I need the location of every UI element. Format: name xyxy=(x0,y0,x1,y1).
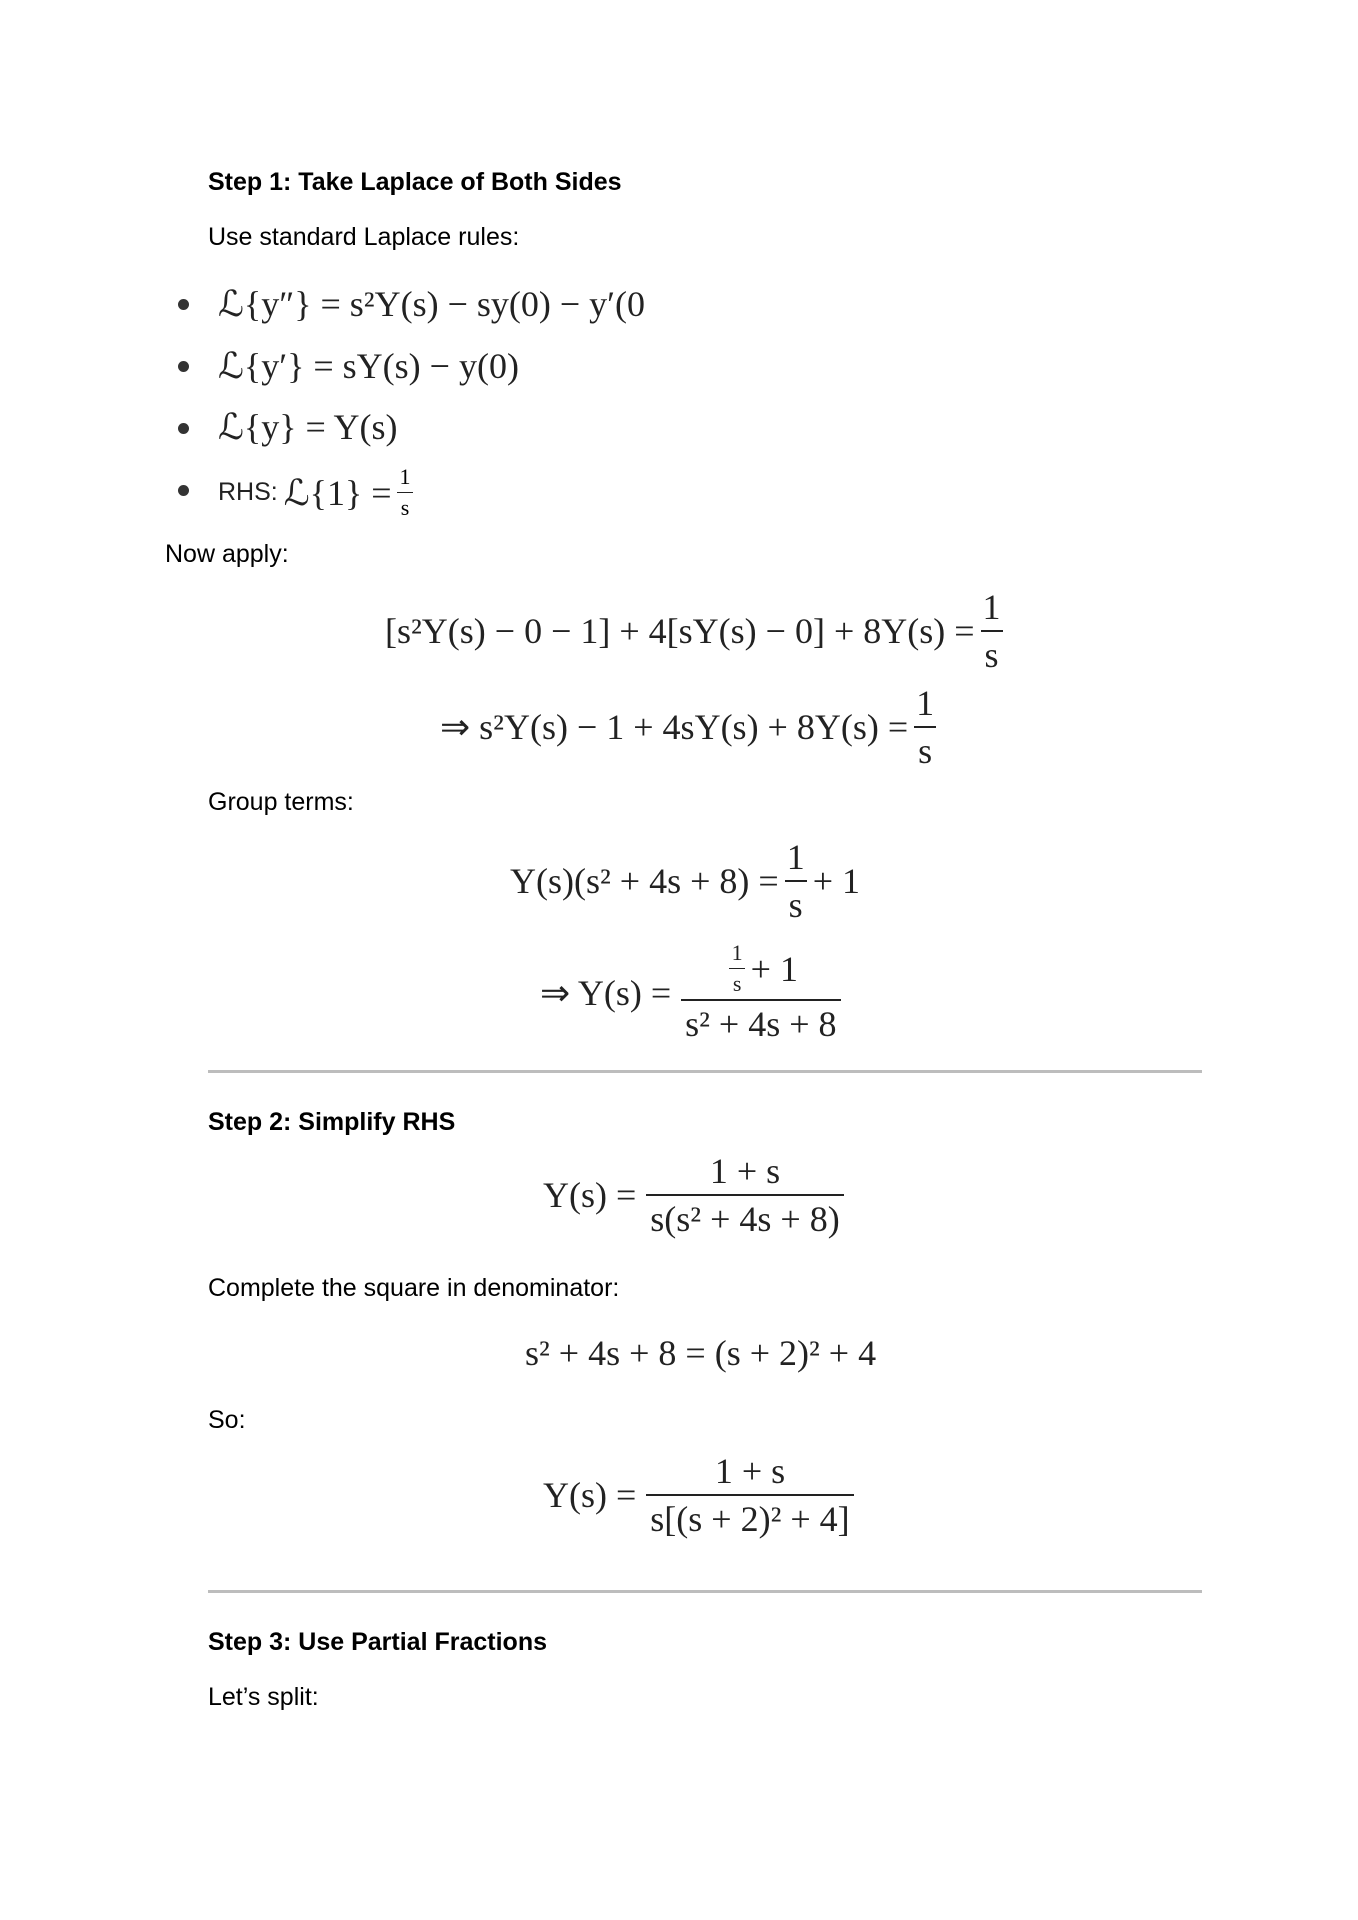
equation-fraction xyxy=(681,940,840,1045)
fraction-den: s(s² + 4s + 8) xyxy=(646,1194,843,1240)
fraction-num: 1 xyxy=(916,683,935,723)
group-terms-text: Group terms: xyxy=(208,788,354,816)
step1-heading: Step 1: Take Laplace of Both Sides xyxy=(208,168,622,196)
rhs-fraction xyxy=(396,464,415,521)
equation-fraction xyxy=(646,1150,843,1240)
fraction-den: s xyxy=(914,726,936,772)
equation-lhs: Y(s) = xyxy=(543,1475,637,1515)
fraction-num xyxy=(720,940,802,999)
now-apply-text: Now apply: xyxy=(165,540,289,568)
fraction-num: 1 + s xyxy=(709,1151,781,1191)
fraction-den: s xyxy=(785,880,807,926)
step2-heading: Step 2: Simplify RHS xyxy=(208,1108,456,1136)
inner-fraction xyxy=(728,940,747,997)
inner-fraction-den: s xyxy=(729,968,746,997)
equation-lhs: [s²Y(s) − 0 − 1] + 4[sY(s) − 0] + 8Y(s) = xyxy=(385,611,975,651)
section-divider xyxy=(208,1590,1202,1593)
equation-lhs: ⇒ Y(s) = xyxy=(540,972,672,1013)
fraction-den: s[(s + 2)² + 4] xyxy=(646,1494,853,1540)
laplace-rule-rhs xyxy=(218,464,419,521)
equation-fraction xyxy=(783,836,809,926)
equation-solved-y xyxy=(540,940,845,1045)
fraction-num: 1 xyxy=(786,837,805,877)
equation-complete-square: s² + 4s + 8 = (s + 2)² + 4 xyxy=(525,1333,877,1373)
laplace-rule-first-derivative: ℒ{y′} = sY(s) − y(0) xyxy=(218,346,519,386)
equation-final-form xyxy=(543,1450,858,1540)
step1-intro: Use standard Laplace rules: xyxy=(208,223,520,251)
equation-simplified xyxy=(543,1150,848,1240)
step3-heading: Step 3: Use Partial Fractions xyxy=(208,1628,548,1656)
complete-square-text: Complete the square in denominator: xyxy=(208,1274,620,1302)
rhs-label: RHS: xyxy=(218,478,278,506)
bullet-dot xyxy=(178,299,189,310)
fraction-num-tail: + 1 xyxy=(750,948,798,989)
equation-grouped xyxy=(510,836,860,926)
rhs-fraction-num: 1 xyxy=(399,464,411,489)
laplace-rule-second-derivative: ℒ{y″} = s²Y(s) − sy(0) − y′(0 xyxy=(218,284,646,324)
bullet-dot xyxy=(178,423,189,434)
equation-lhs: ⇒ s²Y(s) − 1 + 4sY(s) + 8Y(s) = xyxy=(440,707,909,747)
equation-apply-2 xyxy=(440,682,942,772)
equation-tail: + 1 xyxy=(812,861,860,901)
fraction-num: 1 xyxy=(982,587,1001,627)
bullet-dot xyxy=(178,485,189,496)
fraction-den: s² + 4s + 8 xyxy=(681,999,840,1045)
equation-apply-1 xyxy=(385,586,1009,676)
equation-lhs: Y(s)(s² + 4s + 8) = xyxy=(510,861,779,901)
laplace-rule-function: ℒ{y} = Y(s) xyxy=(218,407,398,447)
equation-fraction xyxy=(912,682,938,772)
fraction-den: s xyxy=(981,630,1003,676)
rhs-fraction-den: s xyxy=(397,492,414,521)
inner-fraction-num: 1 xyxy=(731,940,743,965)
section-divider xyxy=(208,1070,1202,1073)
step3-intro: Let’s split: xyxy=(208,1683,319,1711)
equation-fraction xyxy=(646,1450,853,1540)
equation-fraction xyxy=(979,586,1005,676)
bullet-dot xyxy=(178,361,189,372)
equation-lhs: Y(s) = xyxy=(543,1175,637,1215)
rhs-math: ℒ{1} = xyxy=(283,472,392,513)
fraction-num: 1 + s xyxy=(714,1451,786,1491)
so-text: So: xyxy=(208,1406,246,1434)
